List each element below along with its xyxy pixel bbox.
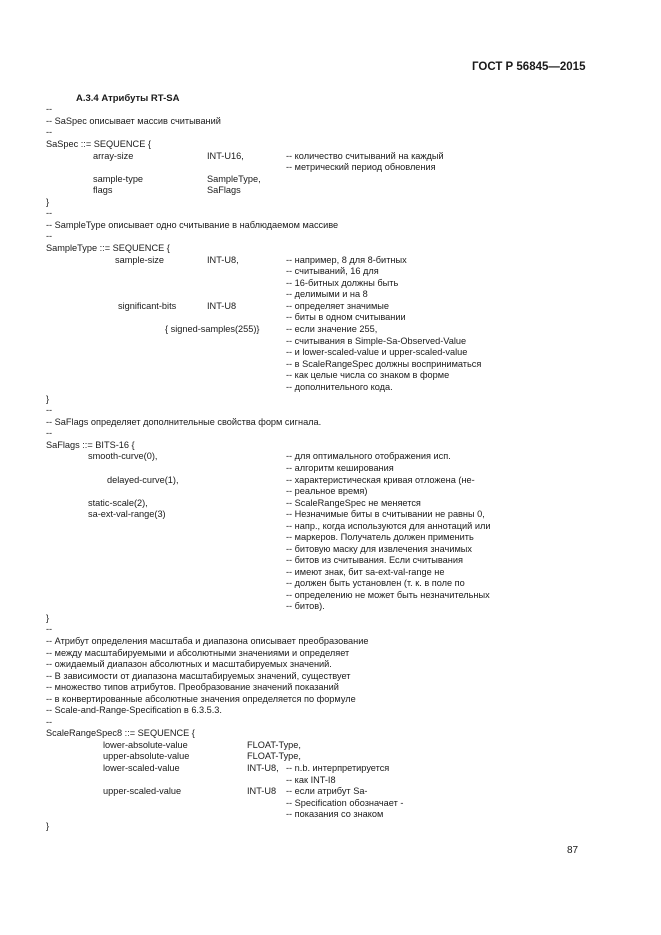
code-comment: -- битовую маску для извлечения значимых (286, 544, 472, 554)
code-comment: -- количество считываний на каждый (286, 151, 444, 161)
code-line: -- Scale-and-Range-Specification в 6.3.5.3. (46, 705, 222, 715)
code-field: sample-size (115, 255, 165, 265)
code-comment: -- если значение 255, (286, 324, 378, 334)
code-comment: -- считываний, 16 для (286, 266, 379, 276)
code-type: SampleType, (207, 174, 261, 184)
code-line: } (46, 613, 50, 623)
code-line: -- (46, 428, 53, 438)
code-type: FLOAT-Type, (247, 751, 301, 761)
code-comment: -- имеют знак, бит sa-ext-val-range не (286, 567, 445, 577)
code-line: -- (46, 717, 53, 727)
code-field: sample-type (93, 174, 144, 184)
code-comment: -- Specification обозначает - (286, 798, 404, 808)
code-field: flags (93, 185, 113, 195)
code-line: -- между масштабируемыми и абсолютными значениями и определяет (46, 648, 350, 658)
code-line: -- SaSpec описывает массив считываний (46, 116, 221, 126)
code-field: sa-ext-val-range(3) (88, 509, 166, 519)
code-field: significant-bits (118, 301, 177, 311)
code-comment: -- как целые числа со знаком в форме (286, 370, 450, 380)
code-field: array-size (93, 151, 134, 161)
code-line: } (46, 197, 50, 207)
code-type: INT-U8, (207, 255, 239, 265)
code-field: upper-scaled-value (103, 786, 182, 796)
code-comment: -- маркеров. Получатель должен применить (286, 532, 474, 542)
code-comment: -- метрический период обновления (286, 162, 436, 172)
code-line: -- в конвертированные абсолютные значения определяется по формуле (46, 694, 356, 704)
code-line: -- (46, 405, 53, 415)
code-line: SaSpec ::= SEQUENCE { (46, 139, 151, 149)
code-line: -- (46, 624, 53, 634)
code-field: upper-absolute-value (103, 751, 190, 761)
code-field: lower-scaled-value (103, 763, 180, 773)
code-comment: -- определяет значимые (286, 301, 389, 311)
code-line: -- множество типов атрибутов. Преобразование значений показаний (46, 682, 339, 692)
code-comment: -- показания со знаком (286, 809, 384, 819)
standard-header: ГОСТ Р 56845—2015 (472, 61, 586, 73)
code-line: SampleType ::= SEQUENCE { (46, 243, 170, 253)
code-comment: -- если атрибут Sa- (286, 786, 368, 796)
code-line: -- (46, 231, 53, 241)
code-line: -- В зависимости от диапазона масштабируемых значений, существует (46, 671, 351, 681)
code-type: INT-U16, (207, 151, 244, 161)
code-comment: -- для оптимального отображения исп. (286, 451, 451, 461)
code-line: ScaleRangeSpec8 ::= SEQUENCE { (46, 728, 195, 738)
code-type: SaFlags (207, 185, 241, 195)
code-comment: -- определению не может быть незначительных (286, 590, 490, 600)
code-comment: -- как INT-I8 (286, 775, 336, 785)
code-type: FLOAT-Type, (247, 740, 301, 750)
code-type: INT-U8 (207, 301, 237, 311)
code-comment: -- алгоритм кеширования (286, 463, 394, 473)
code-line: -- Атрибут определения масштаба и диапазона описывает преобразование (46, 636, 369, 646)
code-field: smooth-curve(0), (88, 451, 158, 461)
code-line: -- (46, 104, 53, 114)
code-comment: -- реальное время) (286, 486, 368, 496)
code-comment: -- дополнительного кода. (286, 382, 393, 392)
code-comment: -- и lower-scaled-value и upper-scaled-value (286, 347, 468, 357)
code-field: static-scale(2), (88, 498, 148, 508)
code-line: -- SampleType описывает одно считывание в наблюдаемом массиве (46, 220, 339, 230)
code-comment: -- n.b. интерпретируется (286, 763, 390, 773)
code-comment: -- биты в одном считывании (286, 312, 406, 322)
code-type: { signed-samples(255)} (165, 324, 260, 334)
code-field: delayed-curve(1), (107, 475, 179, 485)
code-line: -- SaFlags определяет дополнительные свойства форм сигнала. (46, 417, 322, 427)
code-comment: -- битов). (286, 601, 325, 611)
code-comment: -- Незначимые биты в считывании не равны 0, (286, 509, 485, 519)
code-line: } (46, 394, 50, 404)
code-comment: -- например, 8 для 8-битных (286, 255, 407, 265)
code-comment: -- ScaleRangeSpec не меняется (286, 498, 421, 508)
code-comment: -- делимыми и на 8 (286, 289, 368, 299)
code-line: } (46, 821, 50, 831)
code-comment: -- считывания в Simple-Sa-Observed-Value (286, 336, 467, 346)
code-comment: -- напр., когда используются для аннотаций или (286, 521, 491, 531)
code-line: SaFlags ::= BITS-16 { (46, 440, 135, 450)
code-type: INT-U8 (247, 786, 277, 796)
code-field: lower-absolute-value (103, 740, 188, 750)
code-comment: -- в ScaleRangeSpec должны восприниматься (286, 359, 482, 369)
code-comment: -- характеристическая кривая отложена (не- (286, 475, 475, 485)
code-line: -- (46, 127, 53, 137)
code-comment: -- битов из считывания. Если считывания (286, 555, 463, 565)
code-comment: -- должен быть установлен (т. к. в поле по (286, 578, 465, 588)
page-number: 87 (567, 845, 579, 856)
code-line: -- (46, 208, 53, 218)
code-line: -- ожидаемый диапазон абсолютных и масштабируемых значений. (46, 659, 332, 669)
code-type: INT-U8, (247, 763, 279, 773)
code-comment: -- 16-битных должны быть (286, 278, 399, 288)
section-title: A.3.4 Атрибуты RT-SA (76, 93, 180, 104)
